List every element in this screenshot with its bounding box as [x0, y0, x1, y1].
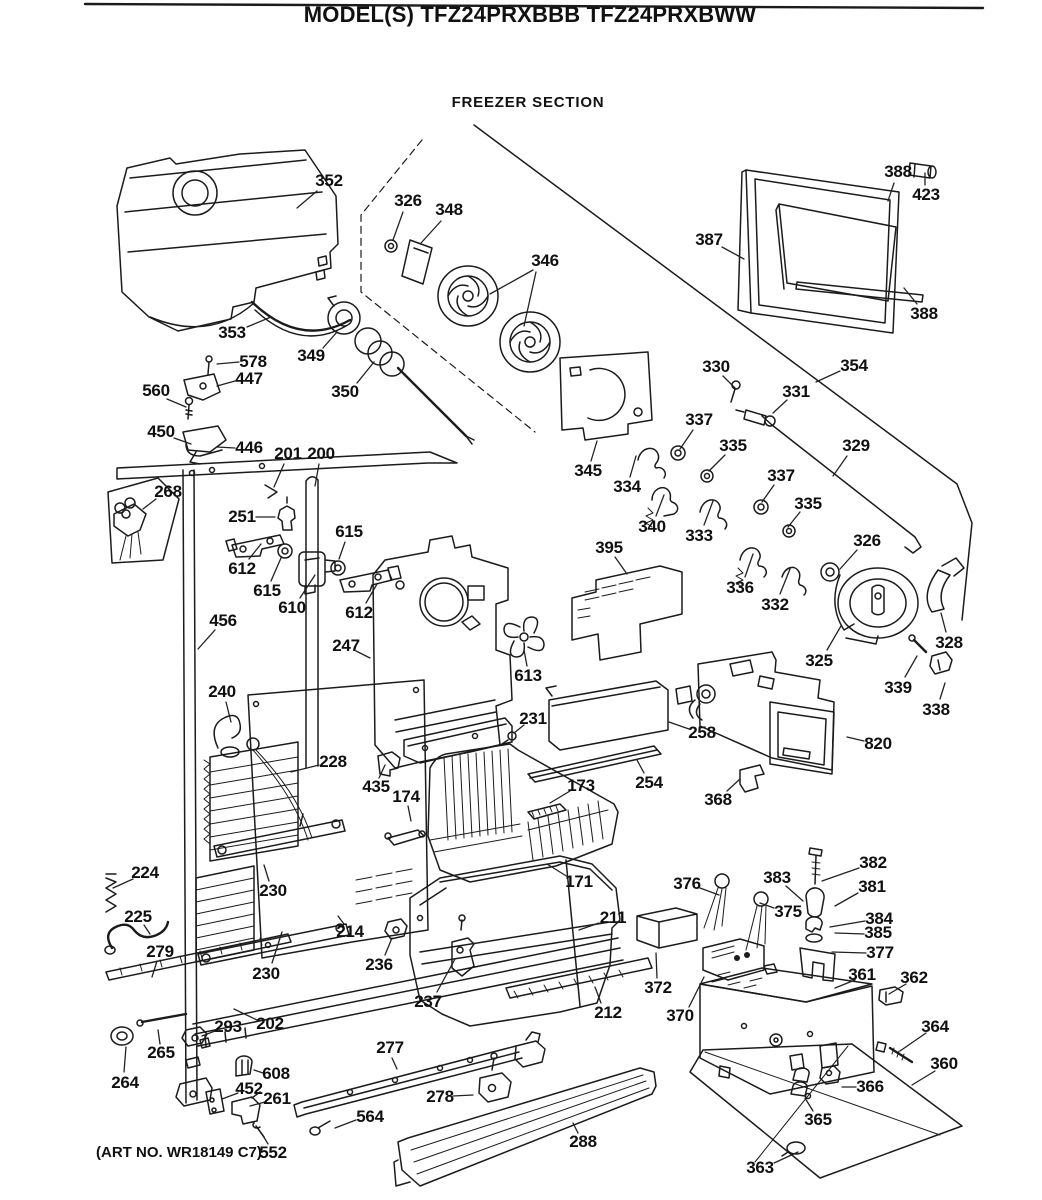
part-label-328: 328 — [935, 633, 963, 652]
part-label-329: 329 — [842, 436, 870, 455]
part-label-450: 450 — [147, 422, 175, 441]
part-label-331: 331 — [782, 382, 810, 401]
part-label-354: 354 — [840, 356, 868, 375]
part-label-612: 612 — [228, 559, 256, 578]
part-label-171: 171 — [565, 872, 593, 891]
part-label-578: 578 — [239, 352, 267, 371]
part-label-820: 820 — [864, 734, 892, 753]
part-label-452: 452 — [235, 1079, 263, 1098]
part-label-332: 332 — [761, 595, 789, 614]
part-label-383: 383 — [763, 868, 791, 887]
part-label-333: 333 — [685, 526, 713, 545]
part-label-370: 370 — [666, 1006, 694, 1025]
part-label-395: 395 — [595, 538, 623, 557]
section-title: FREEZER SECTION — [451, 94, 605, 111]
part-label-335: 335 — [794, 494, 822, 513]
part-label-360: 360 — [930, 1054, 958, 1073]
part-label-350: 350 — [331, 382, 359, 401]
part-label-382: 382 — [859, 853, 887, 872]
part-label-293: 293 — [214, 1017, 242, 1036]
part-label-214: 214 — [336, 922, 364, 941]
part-label-326: 326 — [853, 531, 881, 550]
part-label-230: 230 — [252, 964, 280, 983]
part-label-326: 326 — [394, 191, 422, 210]
part-label-261: 261 — [263, 1089, 291, 1108]
part-label-247: 247 — [332, 636, 360, 655]
part-label-384: 384 — [865, 909, 893, 928]
part-label-456: 456 — [209, 611, 237, 630]
part-label-325: 325 — [805, 651, 833, 670]
part-label-240: 240 — [208, 682, 236, 701]
part-label-225: 225 — [124, 907, 152, 926]
part-label-388: 388 — [884, 162, 912, 181]
part-label-375: 375 — [774, 902, 802, 921]
part-label-446: 446 — [235, 438, 263, 457]
part-label-254: 254 — [635, 773, 663, 792]
part-label-224: 224 — [131, 863, 159, 882]
part-label-387: 387 — [695, 230, 723, 249]
part-label-201: 201 — [274, 444, 302, 463]
part-label-608: 608 — [262, 1064, 290, 1083]
part-label-237: 237 — [414, 992, 442, 1011]
part-label-278: 278 — [426, 1087, 454, 1106]
part-label-366: 366 — [856, 1077, 884, 1096]
part-label-346: 346 — [531, 251, 559, 270]
part-label-372: 372 — [644, 978, 672, 997]
part-label-337: 337 — [685, 410, 713, 429]
part-label-348: 348 — [435, 200, 463, 219]
part-label-174: 174 — [392, 787, 420, 806]
part-label-362: 362 — [900, 968, 928, 987]
part-label-279: 279 — [146, 942, 174, 961]
part-label-610: 610 — [278, 598, 306, 617]
part-label-277: 277 — [376, 1038, 404, 1057]
part-label-552: 552 — [259, 1143, 287, 1162]
part-label-334: 334 — [613, 477, 641, 496]
part-label-173: 173 — [567, 776, 595, 795]
part-label-340: 340 — [638, 517, 666, 536]
part-label-228: 228 — [319, 752, 347, 771]
part-label-288: 288 — [569, 1132, 597, 1151]
part-label-388: 388 — [910, 304, 938, 323]
part-label-381: 381 — [858, 877, 886, 896]
part-label-615: 615 — [253, 581, 281, 600]
part-label-251: 251 — [228, 507, 256, 526]
part-label-231: 231 — [519, 709, 547, 728]
part-label-613: 613 — [514, 666, 542, 685]
part-label-376: 376 — [673, 874, 701, 893]
part-label-339: 339 — [884, 678, 912, 697]
part-label-423: 423 — [912, 185, 940, 204]
part-label-385: 385 — [864, 923, 892, 942]
part-label-615: 615 — [335, 522, 363, 541]
part-label-361: 361 — [848, 965, 876, 984]
part-label-349: 349 — [297, 346, 325, 365]
part-label-230: 230 — [259, 881, 287, 900]
part-label-264: 264 — [111, 1073, 139, 1092]
part-label-345: 345 — [574, 461, 602, 480]
part-label-435: 435 — [362, 777, 390, 796]
part-label-265: 265 — [147, 1043, 175, 1062]
part-label-377: 377 — [866, 943, 894, 962]
part-label-268: 268 — [154, 482, 182, 501]
part-label-363: 363 — [746, 1158, 774, 1177]
art-number: (ART NO. WR18149 C7) — [96, 1144, 262, 1161]
part-label-200: 200 — [307, 444, 335, 463]
part-label-364: 364 — [921, 1017, 949, 1036]
part-label-236: 236 — [365, 955, 393, 974]
part-label-337: 337 — [767, 466, 795, 485]
page-title: MODEL(S) TFZ24PRXBBB TFZ24PRXBWW — [303, 2, 757, 27]
part-label-368: 368 — [704, 790, 732, 809]
part-label-564: 564 — [356, 1107, 384, 1126]
part-label-447: 447 — [235, 369, 263, 388]
part-label-352: 352 — [315, 171, 343, 190]
part-label-336: 336 — [726, 578, 754, 597]
part-label-330: 330 — [702, 357, 730, 376]
part-label-612: 612 — [345, 603, 373, 622]
part-label-560: 560 — [142, 381, 170, 400]
part-label-338: 338 — [922, 700, 950, 719]
part-label-211: 211 — [599, 908, 627, 927]
part-label-258: 258 — [688, 723, 716, 742]
part-label-335: 335 — [719, 436, 747, 455]
part-label-202: 202 — [256, 1014, 284, 1033]
part-label-353: 353 — [218, 323, 246, 342]
part-label-212: 212 — [594, 1003, 622, 1022]
part-label-365: 365 — [804, 1110, 832, 1129]
